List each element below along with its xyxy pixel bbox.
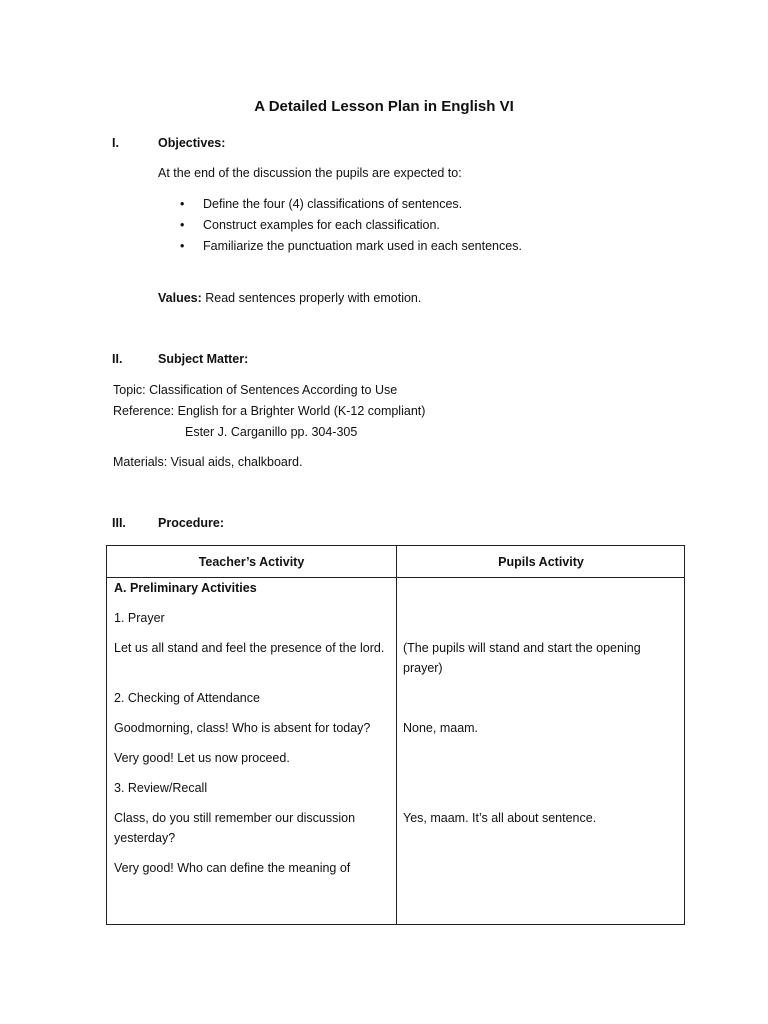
pupil-activity-cell <box>396 778 684 798</box>
column-header-pupils: Pupils Activity <box>498 554 584 569</box>
teacher-activity-cell: Goodmorning, class! Who is absent for today? <box>114 721 371 735</box>
reference-line: Reference: English for a Brighter World (K-12 compliant) <box>113 404 426 418</box>
pupil-activity-cell <box>396 608 684 628</box>
procedure-rows <box>107 578 684 878</box>
document-title: A Detailed Lesson Plan in English VI <box>254 98 514 115</box>
pupil-activity-cell <box>396 578 684 598</box>
bullet-icon: • <box>180 218 185 232</box>
pupil-activity-cell: (The pupils will stand and start the opening prayer) <box>403 641 641 675</box>
section-heading-subject: Subject Matter: <box>158 352 249 366</box>
teacher-activity-cell: 3. Review/Recall <box>114 781 208 795</box>
values-line: Values: Read sentences properly with emotion. <box>158 291 422 305</box>
section-heading-procedure: Procedure: <box>158 516 224 530</box>
column-header-teacher: Teacher’s Activity <box>198 554 305 569</box>
teacher-activity-cell: Class, do you still remember our discussion yesterday? <box>114 811 356 845</box>
pupil-activity-cell: None, maam. <box>403 721 479 735</box>
teacher-activity-cell: Very good! Who can define the meaning of <box>114 861 351 875</box>
objective-item: • Familiarize the punctuation mark used in each sentences. <box>180 236 522 257</box>
section-numeral-subject: II. <box>112 352 123 366</box>
teacher-activity-cell: Very good! Let us now proceed. <box>114 751 290 765</box>
teacher-activity-cell: 2. Checking of Attendance <box>114 691 260 705</box>
bullet-icon: • <box>180 239 185 253</box>
section-numeral-procedure: III. <box>112 516 126 530</box>
pupil-activity-cell <box>396 748 684 768</box>
section-heading-objectives: Objectives: <box>158 136 226 150</box>
teacher-activity-cell: 1. Prayer <box>114 611 165 625</box>
section-numeral-objectives: I. <box>112 136 119 150</box>
topic-line: Topic: Classification of Sentences According to Use <box>113 383 398 397</box>
objectives-list <box>180 194 522 257</box>
author-line: Ester J. Carganillo pp. 304-305 <box>185 425 358 439</box>
pupil-activity-cell <box>396 858 684 878</box>
teacher-activity-cell: Let us all stand and feel the presence of the lord. <box>114 641 385 655</box>
objective-item: • Construct examples for each classification. <box>180 215 522 236</box>
pupil-activity-cell: Yes, maam. It’s all about sentence. <box>403 811 597 825</box>
materials-line: Materials: Visual aids, chalkboard. <box>113 455 303 469</box>
objective-item: • Define the four (4) classifications of sentences. <box>180 194 522 215</box>
bullet-icon: • <box>180 197 185 211</box>
objectives-intro: At the end of the discussion the pupils are expected to: <box>158 166 462 180</box>
pupil-activity-cell <box>396 688 684 708</box>
teacher-activity-cell: A. Preliminary Activities <box>114 581 257 595</box>
procedure-table <box>106 545 685 925</box>
